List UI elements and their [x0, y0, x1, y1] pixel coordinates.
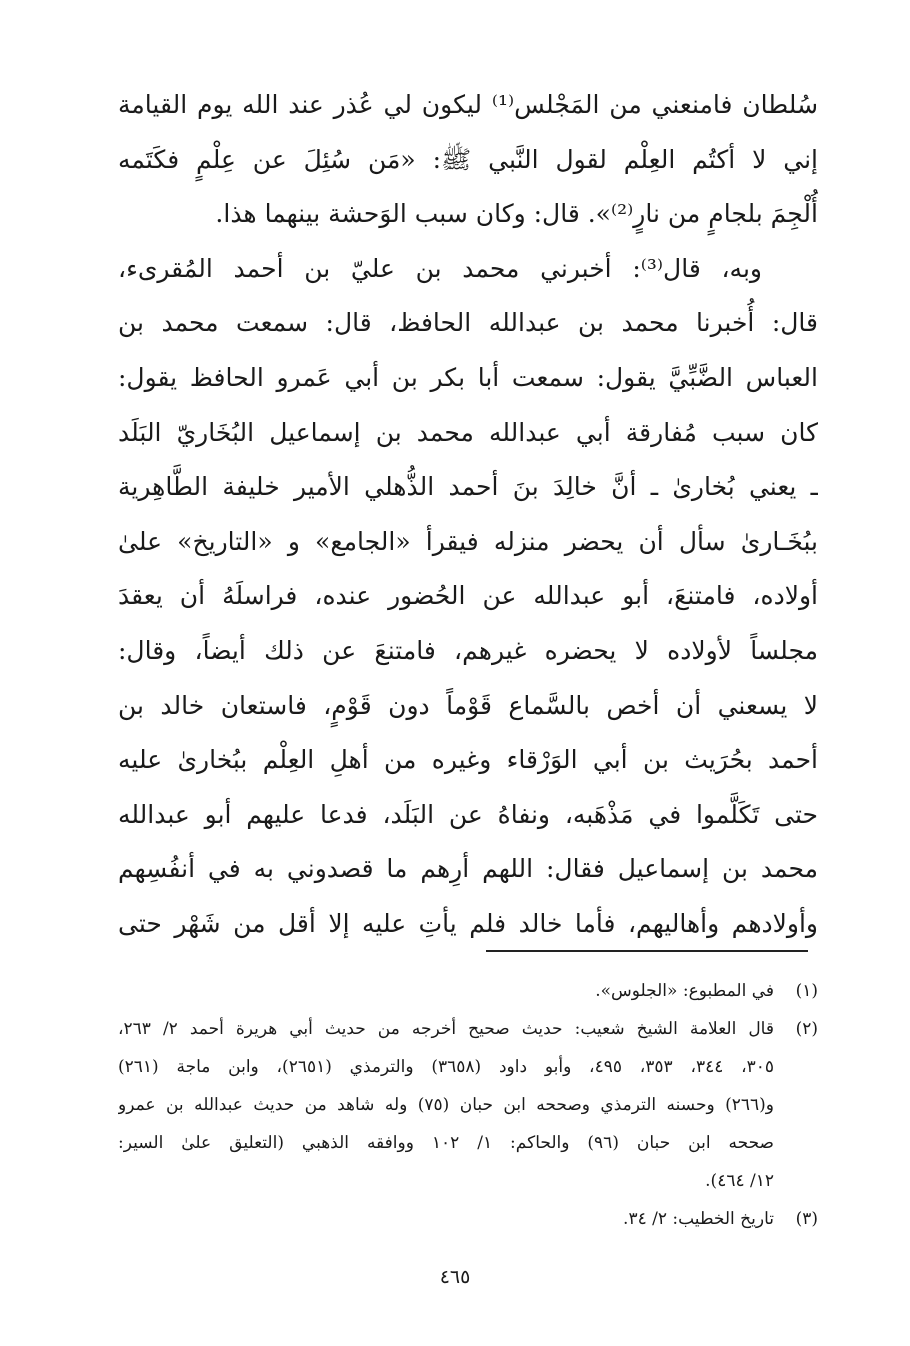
footnote-line: ١٢/ ٤٦٤). — [705, 1171, 774, 1191]
footnote-line: صححه ابن حبان (٩٦) والحاكم: ١/ ١٠٢ ووافقه الذهبي (التعليق علىٰ السير: — [118, 1133, 774, 1153]
footnote-body — [118, 1200, 774, 1238]
footnote-line: في المطبوع: «الجلوس». — [595, 981, 774, 1001]
footnote-number: (٢) — [795, 1019, 818, 1039]
footnote-number: (٣) — [795, 1209, 818, 1229]
footnote-body — [118, 1010, 774, 1200]
page-number: ٤٦٥ — [439, 1266, 471, 1288]
footnote-line: تاريخ الخطيب: ٢/ ٣٤. — [623, 1209, 774, 1229]
text-line: مجلساً لأولاده لا يحضره غيرهم، فامتنعَ عن ذلك أيضاً، وقال: — [118, 635, 818, 665]
text-line: العباس الضَّبِّيَّ يقول: سمعت أبا بكر بن أبي عَمرو الحافظ يقول: — [118, 362, 818, 392]
text-line: وأولادهم وأهاليهم، فأما خالد فلم يأتِ عليه إلا أقل من شَهْر حتى — [118, 908, 818, 938]
text-line: ببُخَـارىٰ سأل أن يحضر منزله فيقرأ «الجامع» و «التاريخ» علىٰ — [118, 526, 818, 556]
footnote — [118, 972, 818, 1010]
text-line: أحمد بحُرَيث بن أبي الوَرْقاء وغيره من أهلِ العِلْم ببُخارىٰ عليه — [118, 745, 818, 775]
text-line: محمد بن إسماعيل فقال: اللهم أرِهم ما قصدوني به في أنفُسِهم — [118, 854, 818, 884]
text-line: أولاده، فامتنعَ، أبو عبدالله عن الحُضور عنده، فراسلَهُ أن يعقدَ — [118, 581, 818, 611]
text-line: لا يسعني أن أخص بالسَّماع قَوْماً دون قَوْمٍ، فاستعان خالد بن — [118, 690, 818, 720]
text-line: قال: أُخبرنا محمد بن عبدالله الحافظ، قال: سمعت محمد بن — [118, 308, 818, 338]
footnote-body — [118, 972, 774, 1010]
footnote-line: قال العلامة الشيخ شعيب: حديث صحيح أخرجه من حديث أبي هريرة أحمد ٢/ ٢٦٣، — [118, 1019, 774, 1039]
footnote — [118, 1010, 818, 1200]
footnote-separator — [486, 950, 808, 952]
text-line: سُلطان فامنعني من المَجْلس⁽¹⁾ ليكون لي عُذر عند الله يوم القيامة — [118, 90, 818, 119]
footnote-number: (١) — [795, 981, 818, 1001]
text-line: وبه، قال⁽³⁾: أخبرني محمد بن عليّ بن أحمد المُقرىء، — [118, 253, 762, 283]
text-line: حتى تَكَلَّموا في مَذْهَبه، ونفاهُ عن البَلَد، فدعا عليهم أبو عبدالله — [118, 799, 818, 829]
footnote-line: ٣٠٥، ٣٤٤، ٣٥٣، ٤٩٥، وأبو داود (٣٦٥٨) والترمذي (٢٦٥١)، وابن ماجة (٢٦١) — [118, 1057, 774, 1077]
footnote — [118, 1200, 818, 1238]
text-line: كان سبب مُفارقة أبي عبدالله محمد بن إسماعيل البُخَاريّ البَلَد — [118, 417, 818, 447]
text-line: إني لا أكتُم العِلْم لقول النَّبي ﷺ: «مَن سُئِلَ عن عِلْمٍ فكَتَمه — [118, 144, 818, 174]
footnote-line: و(٢٦٦) وحسنه الترمذي وصححه ابن حبان (٧٥) وله شاهد من حديث عبدالله بن عمرو — [118, 1095, 774, 1115]
text-line: ـ يعني بُخاریٰ ـ أنَّ خالِدَ بنَ أحمد الذُّهلي الأمير خليفة الطَّاهِرية — [118, 472, 818, 502]
text-line: أُلْجِمَ بلجامٍ من نارٍ⁽²⁾». قال: وكان سبب الوَحشة بينهما هذا. — [215, 199, 818, 229]
footnotes — [118, 972, 818, 1238]
main-text — [118, 78, 818, 952]
